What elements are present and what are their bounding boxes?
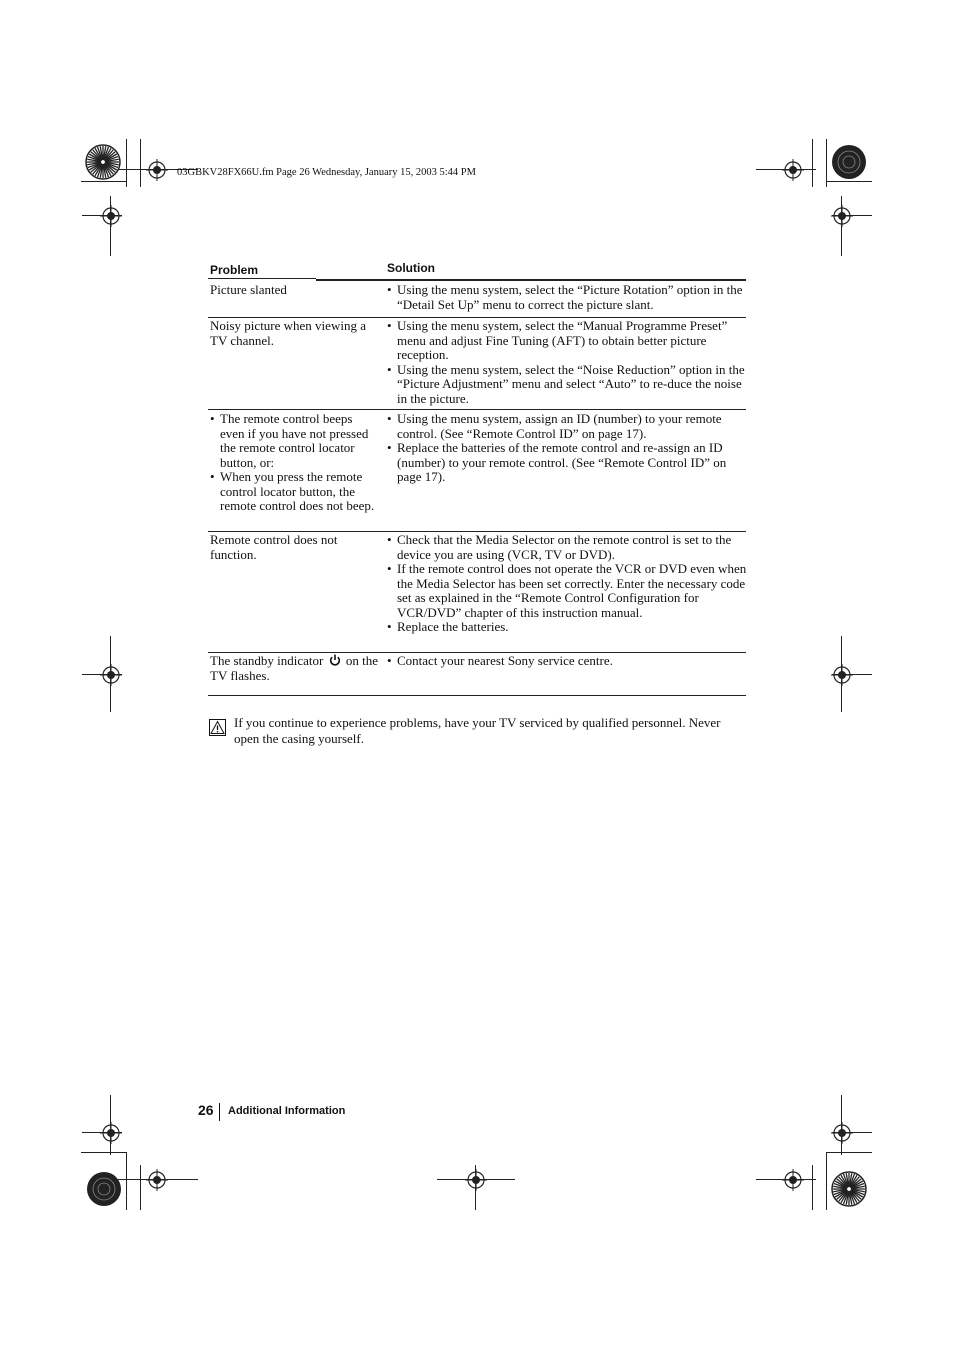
crosshair-mark [831, 664, 853, 686]
crosshair-mark [465, 1169, 487, 1191]
crosshair-mark [831, 1122, 853, 1144]
footer-divider [219, 1103, 220, 1121]
table-row-problem [210, 412, 378, 514]
page-number: 26 [198, 1102, 214, 1118]
column-header-solution: Solution [387, 261, 435, 275]
problem-item: • When you press the remote control locator button, the remote control does not beep. [210, 470, 378, 514]
table-row-solution [387, 654, 747, 669]
solution-item: • Check that the Media Selector on the remote control is set to the device you are using (VCR, TV or DVD). [387, 533, 747, 562]
solution-item: • Replace the batteries. [387, 620, 747, 635]
table-row-problem: Picture slanted [210, 282, 287, 297]
table-row-solution [387, 283, 747, 312]
starburst-mark-top-left [84, 143, 122, 181]
table-bottom-rule [208, 695, 746, 696]
table-row-problem: Noisy picture when viewing a TV channel. [210, 318, 366, 348]
solution-item: • Using the menu system, select the “Manual Programme Preset” menu and adjust Fine Tuning (AFT) to obtain better picture reception. [387, 319, 747, 363]
table-row-solution [387, 533, 747, 635]
dark-starburst-mark-bottom-left [85, 1170, 123, 1208]
solution-item: • Using the menu system, select the “Picture Rotation” option in the “Detail Set Up” menu to correct the picture slant. [387, 283, 747, 312]
crosshair-mark [100, 664, 122, 686]
standby-power-icon [329, 654, 341, 666]
warning-text: If you continue to experience problems, have your TV serviced by qualified personnel. Never open the casing yourself. [234, 715, 721, 746]
table-row-solution [387, 412, 747, 485]
row-divider [208, 409, 746, 410]
file-info-header: 03GBKV28FX66U.fm Page 26 Wednesday, January 15, 2003 5:44 PM [177, 167, 476, 178]
header-rule [208, 278, 316, 279]
solution-item: • Using the menu system, select the “Noise Reduction” option in the “Picture Adjustment” menu and select “Auto” to re-duce the noise in the picture. [387, 363, 747, 407]
crosshair-mark [831, 205, 853, 227]
crosshair-mark [100, 205, 122, 227]
problem-text: The standby indicator [210, 653, 324, 668]
header-rule [316, 279, 746, 281]
table-row-problem: Remote control does not function. [210, 532, 338, 562]
caution-triangle-icon [209, 719, 226, 736]
problem-item: • The remote control beeps even if you have not pressed the remote control locator button, or: [210, 412, 378, 470]
table-row-solution [387, 319, 747, 406]
solution-item: • Using the menu system, assign an ID (number) to your remote control. (See “Remote Control ID” on page 17). [387, 412, 747, 441]
solution-item: • Contact your nearest Sony service centre. [387, 654, 747, 669]
solution-item: • If the remote control does not operate the VCR or DVD even when the Media Selector has been set correctly. Enter the necessary code set as explained in the “Remote Control Configuration for VCR/DVD” chapter of this instruction manual. [387, 562, 747, 620]
starburst-mark-bottom-right [830, 1170, 868, 1208]
crosshair-mark [782, 159, 804, 181]
crosshair-mark [782, 1169, 804, 1191]
solution-item: • Replace the batteries of the remote control and re-assign an ID (number) to your remote control. (See “Remote Control ID” on page 17). [387, 441, 747, 485]
crosshair-mark [146, 1169, 168, 1191]
crosshair-mark [100, 1122, 122, 1144]
problem-text: on the TV flashes. [210, 653, 378, 683]
column-header-problem: Problem [210, 263, 259, 277]
table-row-problem [210, 654, 378, 683]
crosshair-mark [146, 159, 168, 181]
dark-starburst-mark-top-right [830, 143, 868, 181]
footer-section-title: Additional Information [228, 1105, 346, 1117]
